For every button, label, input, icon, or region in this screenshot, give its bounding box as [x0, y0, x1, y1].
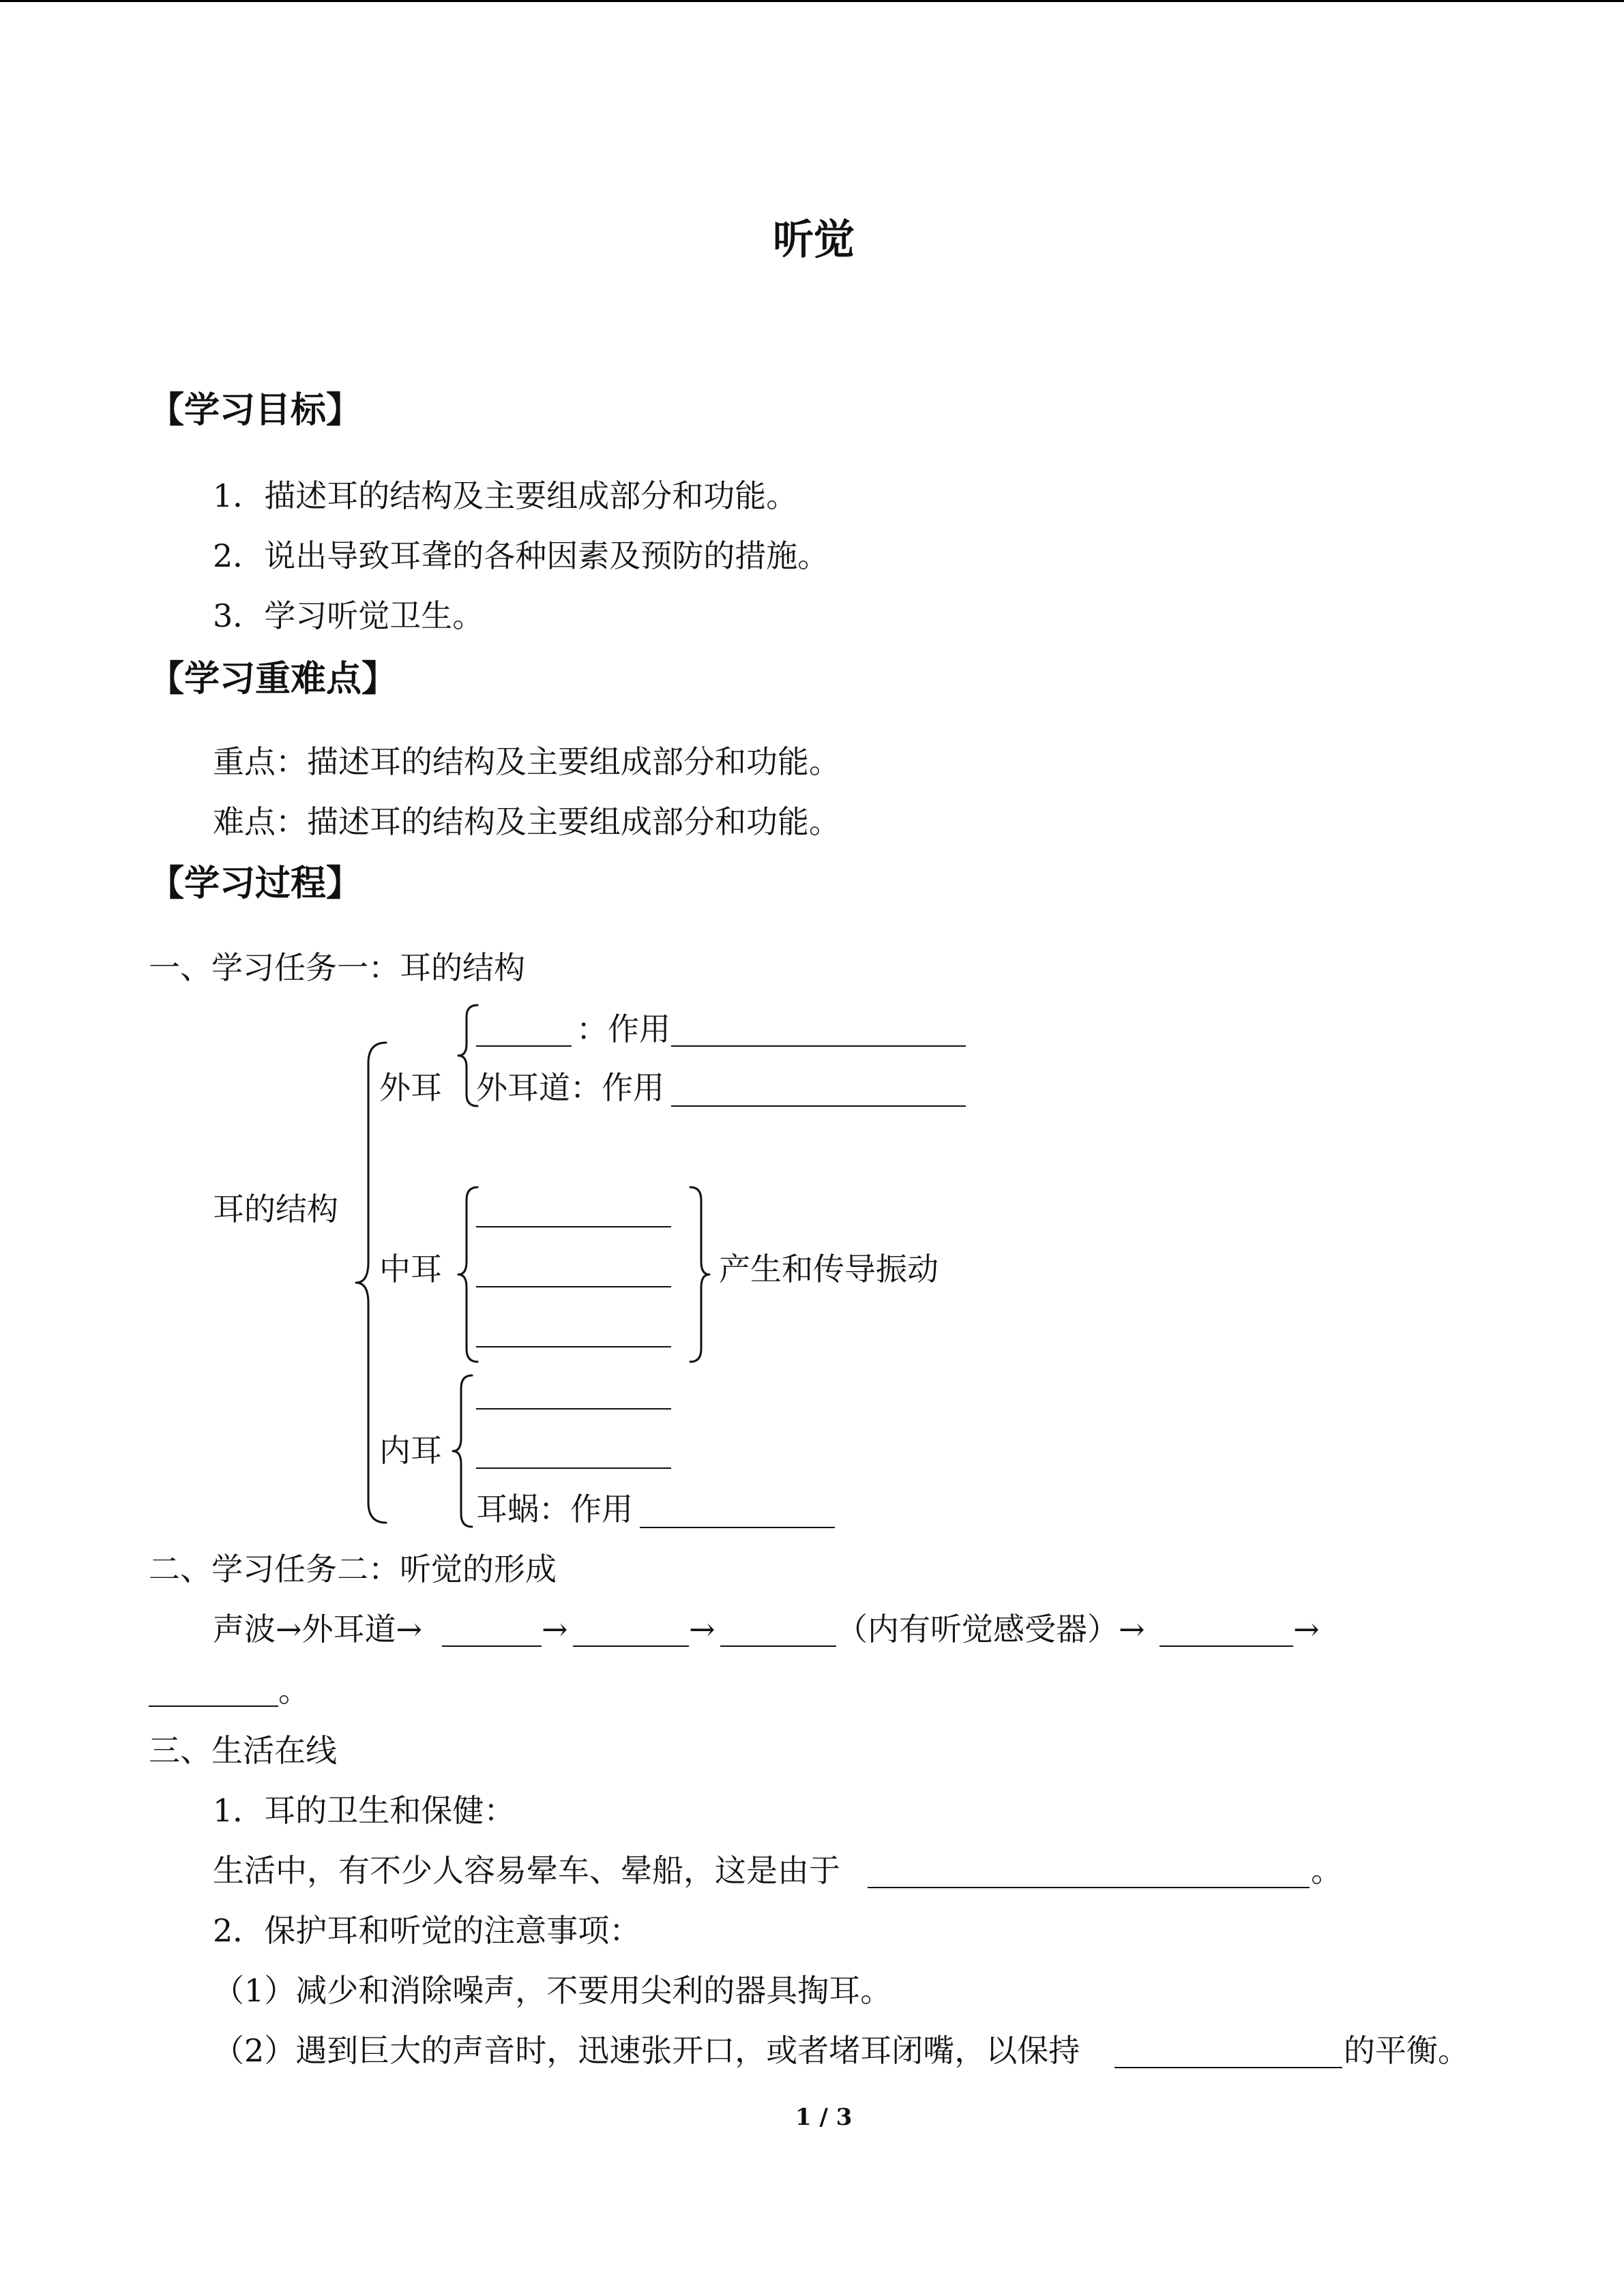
page-number: 1 / 3 — [795, 2104, 853, 2131]
receptor-note: （内有听觉感受器）→ — [836, 1611, 1145, 1648]
flow-arrow-1: → — [542, 1611, 568, 1648]
motion-sickness-period: 。 — [1311, 1852, 1342, 1889]
protection-item-1: （1）减少和消除噪声，不要用尖利的器具掏耳。 — [213, 1972, 892, 2009]
task2-title: 二、学习任务二：听觉的形成 — [149, 1551, 557, 1587]
auricle-function-label: ：作用 — [576, 1011, 670, 1047]
ear-structure-label: 耳的结构 — [213, 1191, 338, 1227]
motion-sickness-text: 生活中，有不少人容易晕车、晕船，这是由于 — [213, 1852, 840, 1889]
keypoint-key: 重点：描述耳的结构及主要组成部分和功能。 — [213, 743, 840, 780]
inner-ear-brace — [450, 1373, 477, 1529]
middle-ear-blank-2 — [476, 1286, 671, 1287]
auricle-blank — [476, 1045, 572, 1047]
objective-item-3: 3．学习听觉卫生。 — [213, 597, 484, 634]
flow-blank-5 — [149, 1705, 278, 1707]
hearing-protection-title: 2．保护耳和听觉的注意事项： — [213, 1912, 641, 1949]
ear-hygiene-title: 1．耳的卫生和保健： — [213, 1792, 516, 1829]
flow-blank-2 — [573, 1645, 689, 1647]
balance-blank — [1114, 2067, 1342, 2068]
task1-title: 一、学习任务一：耳的结构 — [149, 949, 525, 986]
objective-item-1: 1．描述耳的结构及主要组成部分和功能。 — [213, 477, 798, 514]
flow-blank-3 — [720, 1645, 836, 1647]
middle-ear-blank-3 — [476, 1346, 671, 1347]
middle-ear-right-brace — [685, 1185, 712, 1364]
cochlea-function-blank — [640, 1527, 835, 1528]
flow-arrow-3: → — [1293, 1611, 1320, 1648]
hearing-flow-start: 声波→外耳道→ — [213, 1611, 423, 1648]
objectives-heading: 【学习目标】 — [149, 390, 362, 431]
flow-blank-1 — [442, 1645, 542, 1647]
ear-canal-function-blank — [671, 1105, 966, 1107]
outer-ear-label: 外耳 — [379, 1069, 442, 1106]
top-border — [0, 0, 1624, 2]
cochlea-function-label: 耳蜗：作用 — [476, 1491, 633, 1527]
objective-item-2: 2．说出导致耳聋的各种因素及预防的措施。 — [213, 537, 829, 574]
middle-ear-label: 中耳 — [379, 1251, 442, 1287]
motion-sickness-blank — [868, 1887, 1310, 1888]
flow-period: 。 — [278, 1672, 310, 1709]
middle-ear-left-brace — [456, 1185, 483, 1364]
process-heading: 【学习过程】 — [149, 863, 362, 904]
auricle-function-blank — [671, 1045, 966, 1047]
keypoint-difficult: 难点：描述耳的结构及主要组成部分和功能。 — [213, 803, 840, 840]
middle-ear-blank-1 — [476, 1226, 671, 1227]
inner-ear-label: 内耳 — [379, 1432, 442, 1469]
middle-ear-function: 产生和传导振动 — [719, 1251, 939, 1287]
protection-item-2: （2）遇到巨大的声音时，迅速张开口，或者堵耳闭嘴，以保持 — [213, 2032, 1080, 2069]
inner-ear-blank-2 — [476, 1467, 671, 1469]
task3-title: 三、生活在线 — [149, 1732, 337, 1769]
flow-blank-4 — [1160, 1645, 1293, 1647]
ear-canal-function-label: 外耳道：作用 — [476, 1069, 664, 1106]
keypoints-heading: 【学习重难点】 — [149, 659, 398, 700]
inner-ear-blank-1 — [476, 1408, 671, 1410]
flow-arrow-2: → — [689, 1611, 715, 1648]
page-title: 听觉 — [773, 216, 855, 264]
protection-item-2-end: 的平衡。 — [1344, 2032, 1469, 2069]
